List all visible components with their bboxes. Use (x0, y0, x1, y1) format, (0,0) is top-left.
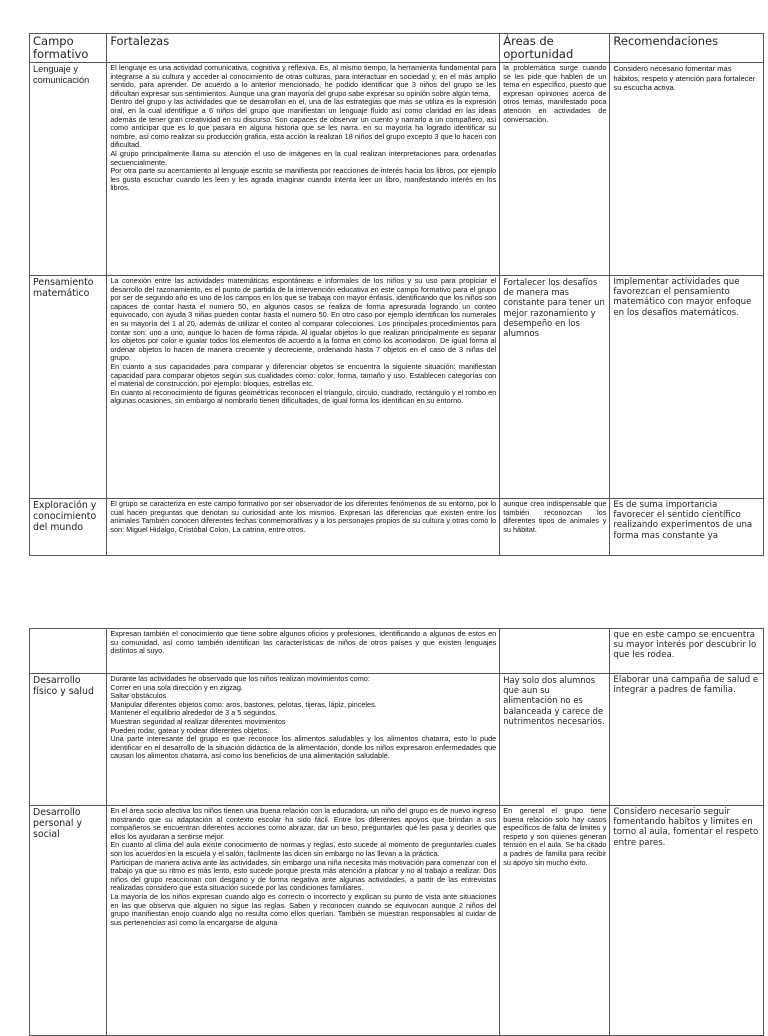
paragraph: El grupo se caracteriza en este campo formativo por ser observador de los diferentes fenómenos de su entorno, por lo cual hacen preguntas que denotan su curiosidad ante los mismos. Expresan las diferencias que existen entre los animales También conocen diferentes fechas conmemorativas y a los personajes propios de su cultura y otras como lo son: Miguel Hidalgo, Cristóbal Colon, La catrina, entre otros. (110, 499, 497, 534)
table-row (30, 806, 764, 1036)
oportunidad-cell: Hay solo dos alumnos que aun su alimentación no es balanceada y carece de nutrimentos necesarios. (500, 674, 610, 806)
paragraph: Correr en una sola dirección y en zigzag. (110, 682, 243, 692)
header-recomendaciones: Recomendaciones (610, 34, 764, 63)
fortalezas-cell (107, 499, 500, 556)
campo-label (30, 629, 107, 674)
header-fortalezas: Fortalezas (107, 34, 500, 63)
paragraph: Al grupo principalmente llama su atención el uso de imágenes en la cual realizan interpretaciones para ordenarlas secuencialmente. (110, 148, 497, 167)
table-row (30, 276, 764, 499)
table-row (30, 674, 764, 806)
table-row (30, 499, 764, 556)
campo-label: Pensamiento matemático (30, 276, 107, 499)
paragraph: En cuanto al clima del aula existe conocimiento de normas y reglas, esto sucede al momento de preguntarles cuales son los acuerdos en la escuela y el salón, fácilmente las dicen sin embargo no las llevan a la práctica. (110, 840, 497, 858)
paragraph: Saltar obstáculos (110, 691, 167, 701)
paragraph: El lenguaje es una actividad comunicativa, cognitiva y reflexiva. Es, al mismo tiempo, la herramienta fundamental para integrarse a su cultura y acceder al conocimiento de otras culturas, para interactuar en sociedad y, en el más amplio sentido, para aprender. De acuerdo a lo anterior mencionado, he podido identificar que 3 niños del grupo se les dificultan expresar sus sentimientos. Aunque una gran mayoría del grupo sabe expresar su opinión sobre algún tema, (110, 63, 497, 98)
fortalezas-cell (107, 674, 500, 806)
header-campo: Campo formativo (30, 34, 107, 63)
paragraph: Pueden rodar, gatear y rodear diferentes objetos. (110, 725, 270, 735)
paragraph: Mantener el equilibrio alrededor de 3 a 5 segundos. (110, 708, 278, 718)
paragraph: Durante las actividades he observado que los niños realizan movimientos como: (110, 674, 370, 683)
diagnostic-table-2 (29, 628, 764, 1036)
fortalezas-cell (107, 629, 500, 674)
paragraph: Participan de manera activa ante las actividades, sin embargo una niña necesita más motivación para comenzar con el trabajo ya que su ritmo es más lento, esto sucede porque presta más atención a platicar y no al trabajo a realizar. Dos niños del grupo reaccionan con desgano y de forma negativa ante algunas actividades, a partir de las entrevistas realizadas considero que esta situación sucede por las condiciones familiares. (110, 857, 497, 893)
paragraph: La mayoría de los niños expresan cuando algo es correcto o incorrecto y explican su punto de vista ante situaciones en las que observa que alguien no sigue las reglas. Saben y reconocen cuando se equivocan aunque 2 niños del grupo manifiestan enojo cuando algo no resulta como ellos querían. También se muestran responsables al cuidar de sus pertenencias así como la encargarse de alguna (110, 891, 497, 927)
paragraph: En el área socio afectiva los niños tienen una buena relación con la educadora, un niño del grupo es de nuevo ingreso mostrando que su adaptación al contexto escolar ha sido fácil. Entre los diferentes apoyos que brindan a sus compañeros se encuentran diferentes acciones como abrazar, dar un beso, preguntarles qué les pasa y decirles que ellos los ayudaran a sentirse mejor. (110, 806, 497, 841)
recomendaciones-cell: que en este campo se encuentra su mayor interés por descubrir lo que les rodea. (610, 629, 764, 674)
paragraph: Muestran seguridad al realizar diferentes movimientos (110, 716, 286, 726)
oportunidad-cell: Fortalecer los desafíos de manera mas constante para tener un mejor razonamiento y desempeño en los alumnos (500, 276, 610, 499)
table-header-row (30, 34, 764, 63)
paragraph: Dentro del grupo y las actividades que se desarrollan en el, una de las estrategias que más se utiliza es la expresión oral, en la cual identifique a 6 niños del grupo que manifiestan un lenguaje fluido así como claridad en las ideas además de tener gran creatividad en su discurso. Son capaces de observar un cuento y narrarlo a un compañero, así como anticipar que es lo que pasara en alguna historia que se les narra. en su mayoría ha logrado identificar su nombre, así como realizar su producción grafica, esta acción la realizan 18 niños del grupo excepto 3 que lo hacen con dificultad. (110, 97, 497, 150)
paragraph: Manipular diferentes objetos como: aros, bastones, pelotas, tijeras, lápiz, pinceles. (110, 699, 377, 709)
recomendaciones-cell: Implementar actividades que favorezcan el pensamiento matemático con mayor enfoque en los desafíos matemáticos. (610, 276, 764, 499)
oportunidad-cell: aunque creo indispensable que también reconozcan los diferentes tipos de animales y su hábitat. (500, 499, 610, 556)
header-oportunidad: Áreas de oportunidad (500, 34, 610, 63)
recomendaciones-cell: Considero necesario seguir fomentando habitos y limites en torno al aula, fomentar el respeto entre pares. (610, 806, 764, 1036)
campo-label: Desarrollo físico y salud (30, 674, 107, 806)
oportunidad-cell: la problemática surge cuando se les pide que hablen de un tema en específico, puesto que expresan opiniones acerca de otros temas, manifestado poca atención en actividades de conversación. (500, 63, 610, 276)
paragraph: Por otra parte su acercamiento al lenguaje escrito se manifiesta por reacciones de interés hacia los libros, por ejemplo les gusta escuchar cuando les leen y les agrada imaginar cuando intenta leer un libro, manifestando interés en los libros. (110, 166, 497, 193)
recomendaciones-cell: Es de suma importancia favorecer el sentido científico realizando experimentos de una forma mas constante ya (610, 499, 764, 556)
paragraph: Expresan también el conocimiento que tiene sobre algunos oficios y profesiones, identificando a algunos de estos en su comunidad, así como también identifican las características de niños de otros países y que existen lenguajes distintos al suyo. (110, 629, 497, 656)
fortalezas-cell (107, 63, 500, 276)
paragraph: La conexión entre las actividades matemáticas espontáneas e informales de los niños y su uso para propiciar el desarrollo del razonamiento, es el punto de partida de la intervención educativa en este campo formativo para el grupo por ser de segundo año es uno de los campos en los que se trabaja con mayor énfasis, identificando que los niños son capaces de contar hasta el numero 50, en algunos casos se realiza de forma apresurada logrando un conteo equivocado, con ayuda 3 niñas pueden contar hasta el numero 50. En otro caso por ejemplo identifican los numerales en su mayoría del 1 al 20, además de utilizar el conteo al comparar colecciones. Los principales procedimientos para contar son: uno a uno, aunque lo hacen de forma rápida. Al igualar objetos lo que realizan principalmente es separar los objetos por color e igualar todos los elementos de acuerdo a la forma en cómo los acomodaron. De igual forma al ordenar objetos lo hacen de manera creciente y decreciente, ordenando hasta 7 objetos en el caso de 3 niñas del grupo. (110, 276, 497, 363)
oportunidad-cell: En general el grupo tiene buena relación solo hay casos específicos de falta de limites y respeto y son quienes generan tensión en el aula. Se ha citado a padres de familia para recibir su apoyo sin mucho éxito. (500, 806, 610, 1036)
oportunidad-cell (500, 629, 610, 674)
diagnostic-table-1 (29, 33, 764, 556)
table-row (30, 63, 764, 276)
paragraph: Una parte interesante del grupo es que reconoce los alimentos saludables y los alimentos chatarra, esto lo pude identificar en el desarrollo de la situación didáctica de la alimentación, donde los niños expresaron enfermedades que causan los alimentos chatarra, así como los beneficios de una alimentación saludable. (110, 734, 497, 761)
paragraph: En cuanto a sus capacidades para comparar y diferenciar objetos se encuentra la siguiente situación: manifiestan capacidad para comparar objetos según sus cualidades como: color, forma, tamaño y uso. Establecen categorías con el material de construcción, por ejemplo: bloques, estrellas etc. (110, 361, 497, 389)
recomendaciones-cell: Considero necesario fomentar mas hábitos, respeto y atención para fortalecer su escucha activa. (610, 63, 764, 276)
campo-label: Desarrollo personal y social (30, 806, 107, 1036)
fortalezas-cell (107, 806, 500, 1036)
paragraph: En cuanto al reconocimiento de figuras geométricas reconocen el triangulo, circulo, cuadrado, rectángulo y el rombo en algunas ocasiones, sin embargo al nombrarlo tienen dificultades, de igual forma los identifican en su entorno. (110, 387, 497, 406)
campo-label: Lenguaje y comunicación (30, 63, 107, 276)
fortalezas-cell (107, 276, 500, 499)
campo-label: Exploración y conocimiento del mundo (30, 499, 107, 556)
recomendaciones-cell: Elaborar una campaña de salud e integrar a padres de familia. (610, 674, 764, 806)
table-row (30, 629, 764, 674)
